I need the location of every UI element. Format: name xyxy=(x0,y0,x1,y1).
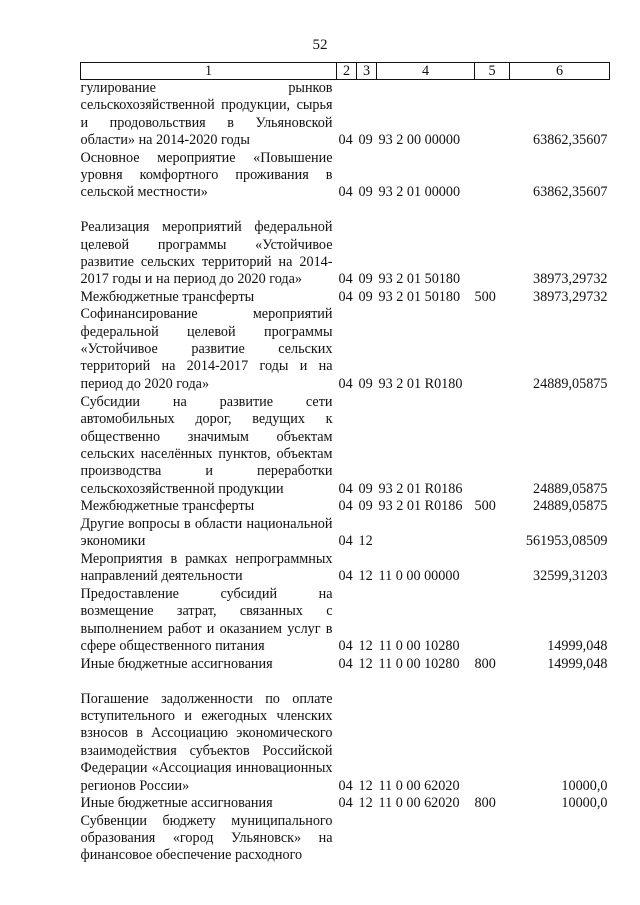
table-header xyxy=(81,63,610,80)
row-name: Межбюджетные трансферты xyxy=(80,498,255,515)
row-name: Погашение задолженности по оплате вступительного и ежегодных членских взносов в Ассоциацию экономического взаимодействия субъектов Российской Федерации «Ассоциация инновационных регионов России» xyxy=(80,690,333,794)
row-name: Мероприятия в рамках непрограммных направлений деятельности xyxy=(80,550,333,585)
row-target-article: 93 2 01 50180 xyxy=(378,288,461,305)
row-amount: 24889,05875 xyxy=(533,498,608,515)
row-name: Субсидии на развитие сети автомобильных дорог, ведущих к общественно значимым объектам сельских населённых пунктов, объектам производства и переработки сельскохозяйственной продукции xyxy=(80,393,333,497)
row-amount: 10000,0 xyxy=(561,795,608,812)
row-subsection-code: 12 xyxy=(358,568,373,585)
row-subsection-code: 12 xyxy=(358,533,373,550)
row-amount: 38973,29732 xyxy=(533,271,608,288)
row-amount: 63862,35607 xyxy=(533,132,608,149)
table-row xyxy=(81,289,610,306)
row-target-article xyxy=(377,516,475,551)
row-name: Основное мероприятие «Повышение уровня комфортного проживания в сельской местности» xyxy=(80,149,333,201)
row-name: Субвенции бюджету муниципального образования «город Ульяновск» на финансовое обеспечение расходного xyxy=(80,812,333,864)
row-expense-type xyxy=(475,516,510,551)
table-row xyxy=(81,586,610,656)
row-amount: 24889,05875 xyxy=(533,480,608,497)
row-name: гулирование рынков сельскохозяйственной продукции, сырья и продовольствия в Ульяновской области» на 2014-2020 годы xyxy=(80,80,333,149)
header-row xyxy=(81,63,610,80)
row-amount: 63862,35607 xyxy=(533,184,608,201)
row-amount: 24889,05875 xyxy=(533,375,608,392)
row-section-code: 04 xyxy=(338,568,353,585)
row-expense-type: 800 xyxy=(474,655,496,672)
row-name: Предоставление субсидий на возмещение затрат, связанных с выполнением работ и оказанием услуг в сфере общественного питания xyxy=(80,586,333,655)
table-row xyxy=(81,393,610,498)
table-row xyxy=(81,202,610,289)
row-amount xyxy=(510,813,610,865)
row-name: Иные бюджетные ассигнования xyxy=(80,795,273,812)
row-expense-type xyxy=(475,393,510,498)
header-col-1: 1 xyxy=(81,63,337,80)
row-section-code: 04 xyxy=(338,288,353,305)
row-target-article: 93 2 01 00000 xyxy=(378,184,461,201)
table-row xyxy=(81,80,610,150)
row-expense-type xyxy=(475,673,510,795)
header-col-4: 4 xyxy=(377,63,475,80)
row-subsection-code: 09 xyxy=(358,498,373,515)
table-row xyxy=(81,551,610,586)
row-expense-type xyxy=(475,813,510,865)
row-subsection-code: 09 xyxy=(358,480,373,497)
row-section-code: 04 xyxy=(338,655,353,672)
table-row xyxy=(81,813,610,865)
row-amount: 14999,048 xyxy=(547,655,608,672)
row-expense-type: 800 xyxy=(474,795,496,812)
row-section-code: 04 xyxy=(338,795,353,812)
row-expense-type xyxy=(475,586,510,656)
row-amount: 38973,29732 xyxy=(533,288,608,305)
row-expense-type: 500 xyxy=(474,498,496,515)
row-amount: 10000,0 xyxy=(561,777,608,794)
row-expense-type xyxy=(475,80,510,150)
row-amount: 32599,31203 xyxy=(533,568,608,585)
row-name: Иные бюджетные ассигнования xyxy=(80,655,273,672)
table-row xyxy=(81,795,610,812)
row-section-code xyxy=(337,813,357,865)
row-section-code: 04 xyxy=(338,498,353,515)
table-row xyxy=(81,498,610,515)
row-subsection-code: 09 xyxy=(358,288,373,305)
table-row xyxy=(81,656,610,673)
row-target-article: 93 2 01 R0186 xyxy=(378,480,463,497)
row-target-article: 11 0 00 62020 xyxy=(378,795,460,812)
header-col-2: 2 xyxy=(337,63,357,80)
row-section-code: 04 xyxy=(338,638,353,655)
row-target-article: 93 2 01 50180 xyxy=(378,271,461,288)
row-section-code: 04 xyxy=(338,533,353,550)
row-name: Софинансирование мероприятий федеральной целевой программы «Устойчивое развитие сельских территорий на 2014-2017 годы и на период до 2020 года» xyxy=(80,306,333,392)
table-row xyxy=(81,150,610,202)
row-subsection-code: 12 xyxy=(358,638,373,655)
row-target-article: 11 0 00 62020 xyxy=(378,777,460,794)
row-name: Другие вопросы в области национальной экономики xyxy=(80,515,333,550)
budget-table xyxy=(80,62,610,865)
row-name: Межбюджетные трансферты xyxy=(80,288,255,305)
table-body xyxy=(81,80,610,865)
row-target-article: 93 2 00 00000 xyxy=(378,132,461,149)
row-subsection-code: 09 xyxy=(358,184,373,201)
row-subsection-code: 12 xyxy=(358,777,373,794)
row-subsection-code xyxy=(357,813,377,865)
row-amount: 561953,08509 xyxy=(525,533,608,550)
row-target-article xyxy=(377,813,475,865)
row-subsection-code: 12 xyxy=(358,795,373,812)
table-row xyxy=(81,516,610,551)
page-number: 52 xyxy=(312,37,328,53)
row-expense-type xyxy=(475,150,510,202)
row-expense-type: 500 xyxy=(474,288,496,305)
row-target-article: 93 2 01 R0180 xyxy=(378,375,463,392)
row-target-article: 93 2 01 R0186 xyxy=(378,498,463,515)
row-expense-type xyxy=(475,306,510,393)
row-section-code: 04 xyxy=(338,132,353,149)
row-expense-type xyxy=(475,202,510,289)
row-section-code: 04 xyxy=(338,480,353,497)
header-col-3: 3 xyxy=(357,63,377,80)
row-subsection-code: 09 xyxy=(358,132,373,149)
row-expense-type xyxy=(475,551,510,586)
header-col-6: 6 xyxy=(510,63,610,80)
row-amount: 14999,048 xyxy=(547,638,608,655)
row-subsection-code: 09 xyxy=(358,375,373,392)
row-section-code: 04 xyxy=(338,271,353,288)
row-target-article: 11 0 00 10280 xyxy=(378,638,460,655)
row-section-code: 04 xyxy=(338,375,353,392)
row-target-article: 11 0 00 00000 xyxy=(378,568,460,585)
table-row xyxy=(81,306,610,393)
row-subsection-code: 09 xyxy=(358,271,373,288)
row-target-article: 11 0 00 10280 xyxy=(378,655,460,672)
row-name: Реализация мероприятий федеральной целевой программы «Устойчивое развитие сельских территорий на 2014-2017 годы и на период до 2020 года» xyxy=(80,219,333,288)
row-subsection-code: 12 xyxy=(358,655,373,672)
row-section-code: 04 xyxy=(338,777,353,794)
header-col-5: 5 xyxy=(475,63,510,80)
table-row xyxy=(81,673,610,795)
row-section-code: 04 xyxy=(338,184,353,201)
